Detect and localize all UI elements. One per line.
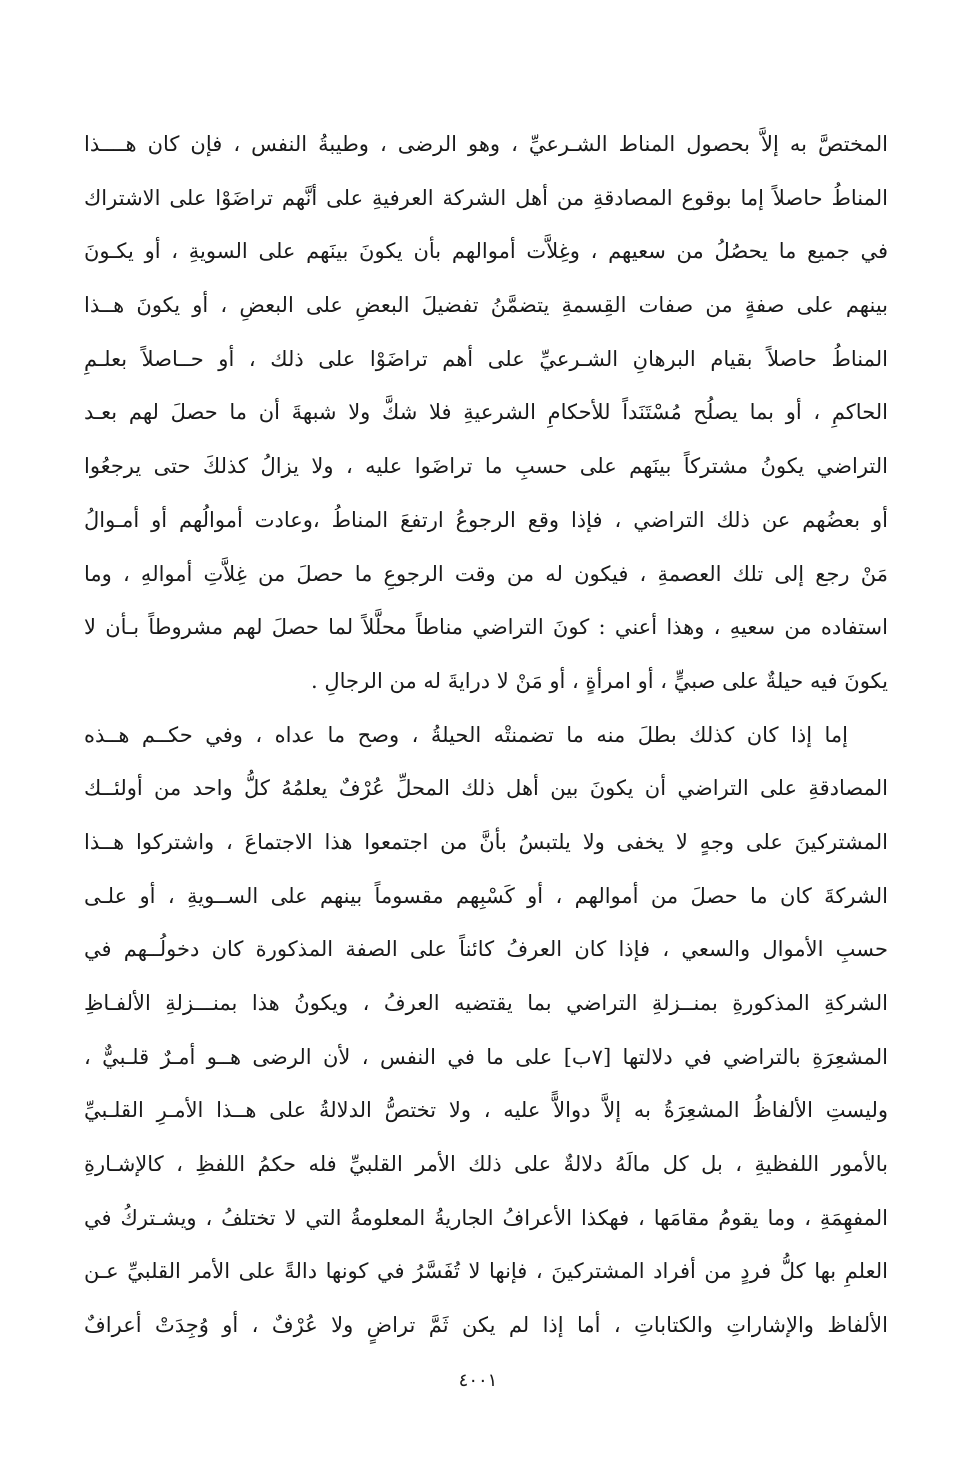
text-line: المصادقةِ على التراضي أن يكونَ بين أهل ذلك المحلِّ عُرْفٌ يعلمُهُ كلُّ واحد من أولئــك xyxy=(84,776,888,801)
text-line: في جميع ما يحصُلُ من سعيهم ، وغِلاَّت أموالهم بأن يكونَ بينَهم على السويةِ ، أو يكـونَ xyxy=(84,239,888,264)
text-line: بينهم على صفةٍ من صفات القِسمةِ يتضمَّنُ تفضيلَ البعضِ على البعضِ ، أو يكونَ هــذا xyxy=(84,293,888,318)
text-line: بالأمور اللفظيةِ ، بل كل مالَهُ دلالةٌ على ذلك الأمر القلبيِّ فله حكمُ اللفظِ ، كالإشـارةِ xyxy=(84,1152,888,1177)
text-line: المفهِمَةِ ، وما يقومُ مقامَها ، فهكذا الأعرافُ الجاريةُ المعلومةُ التي لا تختلفُ ، ويشـتركُ في xyxy=(84,1205,888,1230)
text-line: إما إذا كان كذلك بطلَ منه ما تضمنتْه الحيلةُ ، وصح ما عداه ، وفي حكــم هــذه xyxy=(84,722,848,747)
text-line: التراضي يكونُ مشتركاً بينَهم على حسبِ ما تراضَوا عليه ، ولا يزالُ كذلكَ حتى يرجعُوا xyxy=(84,454,888,479)
text-line: المشتركينَ على وجهٍ لا يخفى ولا يلتبسُ بأنَّ من اجتمعوا هذا الاجتماعَ ، واشتركوا هــذا xyxy=(84,829,888,854)
text-line: الألفاظ والإشاراتِ والكتاباتِ ، أما إذا لم يكن ثَمَّ تراضٍ ولا عُرْفٌ ، أو وُجِدَتْ أعرافٌ xyxy=(84,1313,888,1338)
page-number: ٤٠٠١ xyxy=(458,1370,498,1391)
text-line: وليستِ الألفاظُ المشعِرَةُ به إلاَّ دوالاًّ عليه ، ولا تختصُّ الدلالةُ على هــذا الأمـرِ القلـبيِّ xyxy=(84,1098,888,1123)
text-line: المختصَّ به إلاَّ بحصول المناط الشـرعيِّ ، وهو الرضى ، وطيبةُ النفس ، فإن كان هــــذا xyxy=(84,132,888,156)
text-line: الشركةِ المذكورةِ بمنــزلةِ التراضي بما يقتضيه العرفُ ، ويكونُ هذا بمنـــزلةِ الألفـاظِ xyxy=(84,991,888,1015)
text-line: الشركةَ كان ما حصلَ من أموالهم ، أو كَسْبِهم مقسوماً بينهم على الســويةِ ، أو علـى xyxy=(84,883,888,908)
text-line: يكونَ فيه حيلةٌ على صبيٍّ ، أو امرأةٍ ، أو مَنْ لا درايةَ له من الرجالِ . xyxy=(310,668,888,693)
text-line: حسبِ الأموال والسعي ، فإذا كان العرفُ كائناً على الصفة المذكورة كان دخولُــهم في xyxy=(84,937,888,962)
text-line: مَنْ رجع إلى تلك العصمةِ ، فيكون له من وقت الرجوعِ ما حصلَ من غِلاَّتِ أموالهِ ، وما xyxy=(84,561,888,586)
text-line: أو بعضُهم عن ذلك التراضي ، فإذا وقع الرجوعُ ارتفعَ المناطُ ،وعادت أموالُهم أو أمـوالُ xyxy=(84,507,888,532)
text-line: استفاده من سعيهِ ، وهذا أعني : كونَ التراضي مناطاً محلَّلاً لما حصلَ لهم مشروطاً بـأن لا xyxy=(84,615,888,640)
body-text xyxy=(84,118,888,1353)
text-line: المناطُ حاصلاً إما بوقوع المصادقةِ من أهل الشركة العرفيةِ على أنَّهم تراضَوْا على الاشتراك xyxy=(84,185,888,210)
text-line: المناطُ حاصلاً بقيام البرهانِ الشـرعيِّ على أهم تراضَوْا على ذلك ، أو حــاصلاً بعلـمِ xyxy=(84,346,888,371)
text-line: المشعِرَةِ بالتراضي في دلالتها [٧ب] على ما في النفس ، لأن الرضى هــو أمـرٌ قلـبيٌّ ، xyxy=(84,1044,888,1069)
text-line: الحاكمِ ، أو بما يصلُح مُسْتَنَداً للأحكامِ الشرعيةِ فلا شكَّ ولا شبهةَ أن ما حصلَ لهم بعـد xyxy=(84,400,888,425)
text-line: العلمِ بها كلُّ فردٍ من أفراد المشتركينَ ، فإنها لا تُفَسَّرُ في كونها دالةً على الأمر القلبيِّ عـن xyxy=(84,1259,888,1284)
